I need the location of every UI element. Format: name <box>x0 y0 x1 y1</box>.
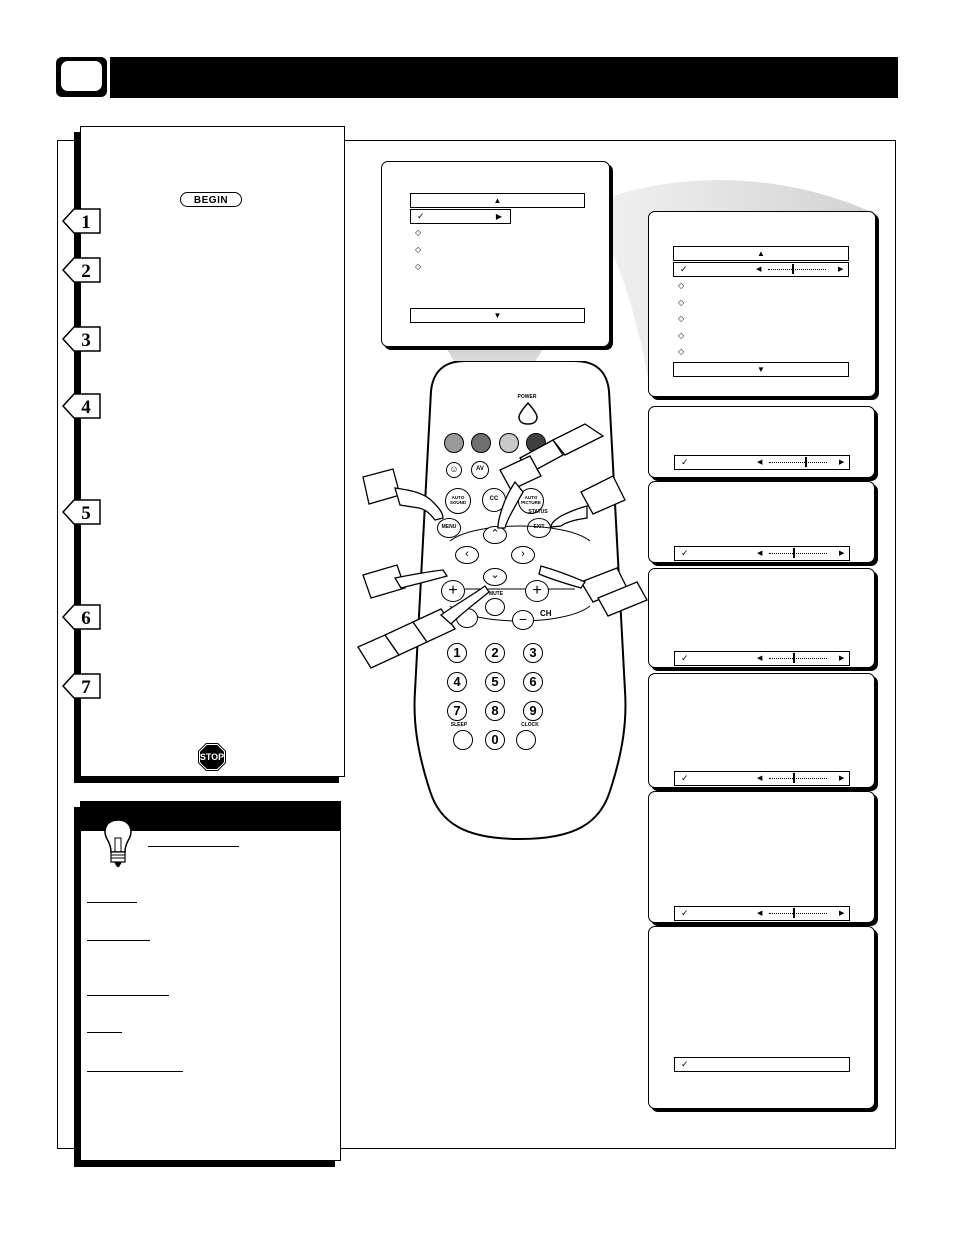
svg-text:6: 6 <box>81 608 91 629</box>
power-label: POWER <box>517 394 537 400</box>
step-1-badge <box>62 206 102 236</box>
smiley-button[interactable]: ☺ <box>446 462 462 478</box>
digit-8-button[interactable]: 8 <box>485 701 505 721</box>
channel-down-button[interactable]: − <box>512 610 534 630</box>
right-arrow-button[interactable]: › <box>511 546 535 564</box>
begin-badge: BEGIN <box>180 192 242 207</box>
step-7-badge <box>62 671 102 701</box>
clock-label: CLOCK <box>521 722 539 728</box>
adjust-screen-3 <box>648 568 875 668</box>
up-arrow-button[interactable]: ⌃ <box>483 526 507 544</box>
menu-up-bar[interactable]: ▲ <box>410 193 585 208</box>
av-button[interactable]: AV <box>471 461 489 479</box>
adjust-slider-4[interactable]: ✓ ◀ ▶ <box>674 771 850 786</box>
instruction-panel <box>80 126 345 777</box>
menu-item-marker: ◇ <box>415 245 422 254</box>
svg-text:3: 3 <box>81 330 91 351</box>
digit-7-button[interactable]: 7 <box>447 701 467 721</box>
auto-sound-button[interactable]: AUTO SOUND <box>445 488 471 514</box>
adjust-slider-1[interactable]: ✓ ◀ ▶ <box>674 455 850 470</box>
down-arrow-button[interactable]: ⌄ <box>483 568 507 586</box>
digit-0-button[interactable]: 0 <box>485 730 505 750</box>
svg-text:5: 5 <box>81 503 91 524</box>
menu-item-marker: ◇ <box>415 228 422 237</box>
adjust-slider-2[interactable]: ✓ ◀ ▶ <box>674 546 850 561</box>
stop-sign-icon <box>197 742 227 772</box>
svg-text:7: 7 <box>81 677 91 698</box>
tip-underline <box>87 995 169 996</box>
step-4-badge <box>62 391 102 421</box>
submenu-item-marker: ◇ <box>678 281 685 290</box>
submenu-item-marker: ◇ <box>678 347 685 356</box>
submenu-item-marker: ◇ <box>678 331 685 340</box>
auto-picture-button[interactable]: AUTO PICTURE <box>518 488 544 514</box>
step-3-badge <box>62 324 102 354</box>
adjust-screen-2 <box>648 481 875 563</box>
adjust-screen-1 <box>648 406 875 478</box>
menu-down-bar[interactable]: ▼ <box>410 308 585 323</box>
step-5-badge <box>62 497 102 527</box>
exit-button[interactable]: EXIT <box>527 518 551 538</box>
step-6-badge <box>62 602 102 632</box>
digit-1-button[interactable]: 1 <box>447 643 467 663</box>
adjust-screen-4 <box>648 673 875 788</box>
svg-text:1: 1 <box>81 212 91 233</box>
tip-underline <box>148 846 239 847</box>
digit-9-button[interactable]: 9 <box>523 701 543 721</box>
digit-4-button[interactable]: 4 <box>447 672 467 692</box>
tip-underline <box>87 1032 122 1033</box>
main-menu-screen <box>381 161 610 347</box>
digit-2-button[interactable]: 2 <box>485 643 505 663</box>
final-selected-item[interactable]: ✓ <box>674 1057 850 1072</box>
submenu-down-bar[interactable]: ▼ <box>673 362 849 377</box>
menu-button[interactable]: MENU <box>437 518 461 538</box>
adjust-screen-5 <box>648 791 875 923</box>
pointing-hands-graphic <box>355 410 655 680</box>
ch-label: CH <box>540 609 552 618</box>
sleep-button[interactable] <box>453 730 473 750</box>
menu-selected-item[interactable]: ✓ ▶ <box>410 209 511 224</box>
svg-text:2: 2 <box>81 261 91 282</box>
adjust-slider-3[interactable]: ✓ ◀ ▶ <box>674 651 850 666</box>
volume-up-button[interactable]: + <box>441 580 465 602</box>
lightbulb-icon <box>88 800 148 870</box>
tip-underline <box>87 940 150 941</box>
submenu-item-marker: ◇ <box>678 298 685 307</box>
tip-underline <box>87 1071 183 1072</box>
svg-text:4: 4 <box>81 397 91 418</box>
sleep-label: SLEEP <box>450 722 468 728</box>
digit-5-button[interactable]: 5 <box>485 672 505 692</box>
submenu-item-marker: ◇ <box>678 314 685 323</box>
step-2-badge <box>62 255 102 285</box>
submenu-up-bar[interactable]: ▲ <box>673 246 849 261</box>
left-arrow-button[interactable]: ‹ <box>455 546 479 564</box>
clock-button[interactable] <box>516 730 536 750</box>
final-screen <box>648 926 875 1109</box>
cc-button[interactable]: CC <box>482 488 506 512</box>
digit-3-button[interactable]: 3 <box>523 643 543 663</box>
submenu-selected-item[interactable]: ✓ ◀ ▶ <box>673 262 849 277</box>
mute-label: MUTE <box>488 591 504 597</box>
digit-6-button[interactable]: 6 <box>523 672 543 692</box>
status-label: STATUS <box>528 509 548 515</box>
menu-item-marker: ◇ <box>415 262 422 271</box>
adjust-slider-5[interactable]: ✓ ◀ ▶ <box>674 906 850 921</box>
submenu-screen <box>648 211 876 397</box>
channel-up-button[interactable]: + <box>525 580 549 602</box>
stop-label: STOP <box>199 752 225 762</box>
tip-underline <box>87 902 137 903</box>
